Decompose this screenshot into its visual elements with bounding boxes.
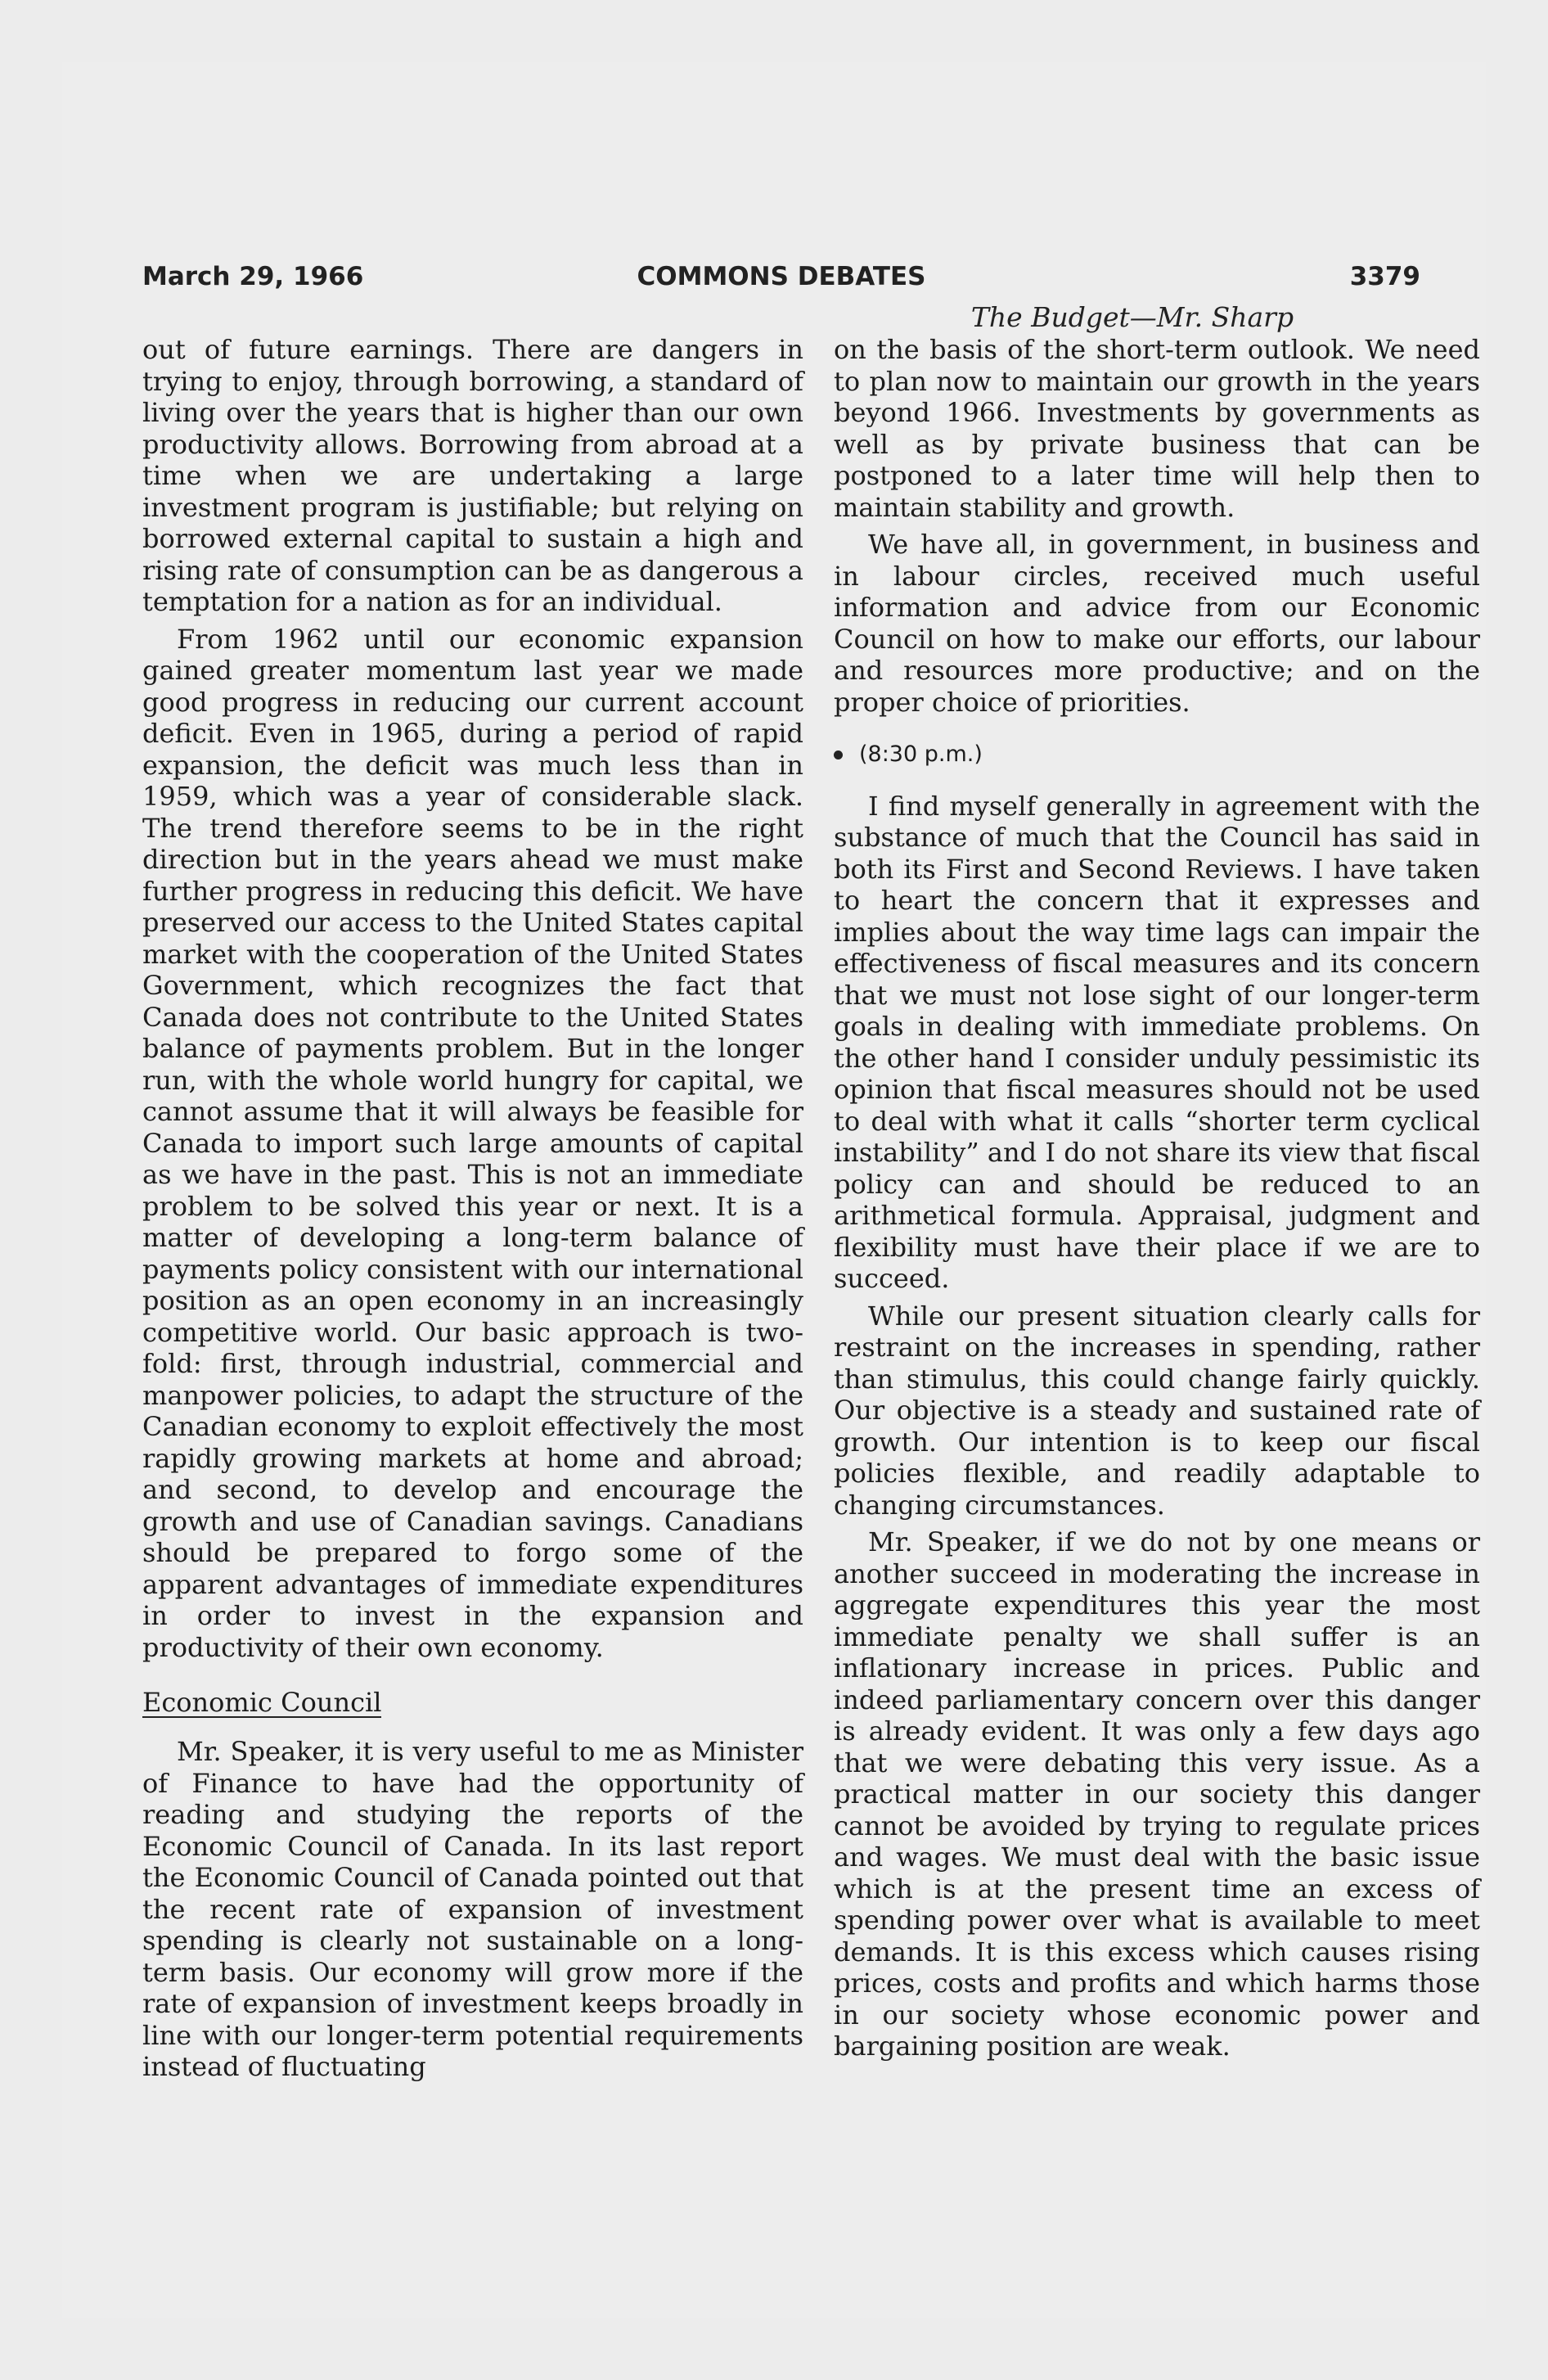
section-heading: Economic Council	[142, 1687, 382, 1718]
header-date: March 29, 1966	[142, 262, 364, 291]
paragraph: Mr. Speaker, if we do not by one means or another succeed in moderating the increase in aggregate expenditures this year the most immediate penalty we shall suffer is an inflationary increase in prices. Public and indeed parliamentary concern over this danger is already evident. It was only a few days ago that we were debating this very issue. As a practical matter in our society this danger cannot be avoided by trying to regulate prices and wages. We must deal with the basic issue which is at the present time an excess of spending power over what is available to meet demands. It is this excess which causes rising prices, costs and profits and which harms those in our society whose economic power and bargaining position are weak.	[834, 1526, 1480, 2062]
timestamp: (8:30 p.m.)	[859, 741, 983, 767]
publication-title: COMMONS DEBATES	[637, 262, 926, 291]
running-head: The Budget—Mr. Sharp	[970, 301, 1294, 333]
right-column	[834, 334, 1480, 2068]
paragraph: From 1962 until our economic expansion gained greater momentum last year we made good progress in reducing our current account deficit. Even in 1965, during a period of rapid expansion, the deficit was much less than in 1959, which was a year of considerable slack. The trend therefore seems to be in the right direction but in the years ahead we must make further progress in reducing this deficit. We have preserved our access to the United States capital market with the cooperation of the United States Government, which recognizes the fact that Canada does not contribute to the United States balance of payments problem. But in the longer run, with the whole world hungry for capital, we cannot assume that it will always be feasible for Canada to import such large amounts of capital as we have in the past. This is not an immediate problem to be solved this year or next. It is a matter of developing a long-term balance of payments policy consistent with our international position as an open economy in an increasingly competitive world. Our basic approach is two-fold: first, through industrial, commercial and manpower policies, to adapt the structure of the Canadian economy to exploit effectively the most rapidly growing markets at home and abroad; and second, to develop and encourage the growth and use of Canadian savings. Canadians should be prepared to forgo some of the apparent advantages of immediate expenditures in order to invest in the expansion and productivity of their own economy.	[142, 623, 803, 1663]
timestamp-line	[834, 739, 1480, 771]
paragraph: on the basis of the short-term outlook. We need to plan now to maintain our growth in the years beyond 1966. Investments by governments as well as by private business that can be postponed to a later time will help then to maintain stability and growth.	[834, 334, 1480, 523]
document-page	[62, 62, 1486, 2318]
section-heading-wrap	[142, 1669, 803, 1736]
paragraph: We have all, in government, in business and in labour circles, received much useful information and advice from our Economic Council on how to make our efforts, our labour and resources more productive; and on the proper choice of priorities.	[834, 529, 1480, 718]
paragraph: out of future earnings. There are dangers in trying to enjoy, through borrowing, a standard of living over the years that is higher than our own productivity allows. Borrowing from abroad at a time when we are undertaking a large investment program is justifiable; but relying on borrowed external capital to sustain a high and rising rate of consumption can be as dangerous a temptation for a nation as for an individual.	[142, 334, 803, 617]
paragraph: I find myself generally in agreement with the substance of much that the Council has said in both its First and Second Reviews. I have taken to heart the concern that it expresses and implies about the way time lags can impair the effectiveness of fiscal measures and its concern that we must not lose sight of our longer-term goals in dealing with immediate problems. On the other hand I consider unduly pessimistic its opinion that fiscal measures should not be used to deal with what it calls “shorter term cyclical instability” and I do not share its view that fiscal policy can and should be reduced to an arithmetical formula. Appraisal, judgment and flexibility must have their place if we are to succeed.	[834, 790, 1480, 1294]
paragraph: While our present situation clearly calls for restraint on the increases in spending, rather than stimulus, this could change fairly quickly. Our objective is a steady and sustained rate of growth. Our intention is to keep our fiscal policies flexible, and readily adaptable to changing circumstances.	[834, 1300, 1480, 1521]
bullet-icon	[834, 751, 843, 760]
left-column	[142, 334, 803, 2089]
page-number: 3379	[1349, 262, 1420, 291]
paragraph: Mr. Speaker, it is very useful to me as Minister of Finance to have had the opportunity of reading and studying the reports of the Economic Council of Canada. In its last report the Economic Council of Canada pointed out that the recent rate of expansion of investment spending is clearly not sustainable on a long-term basis. Our economy will grow more if the rate of expansion of investment keeps broadly in line with our longer-term potential requirements instead of fluctuating	[142, 1736, 803, 2082]
page-header	[142, 262, 1420, 303]
